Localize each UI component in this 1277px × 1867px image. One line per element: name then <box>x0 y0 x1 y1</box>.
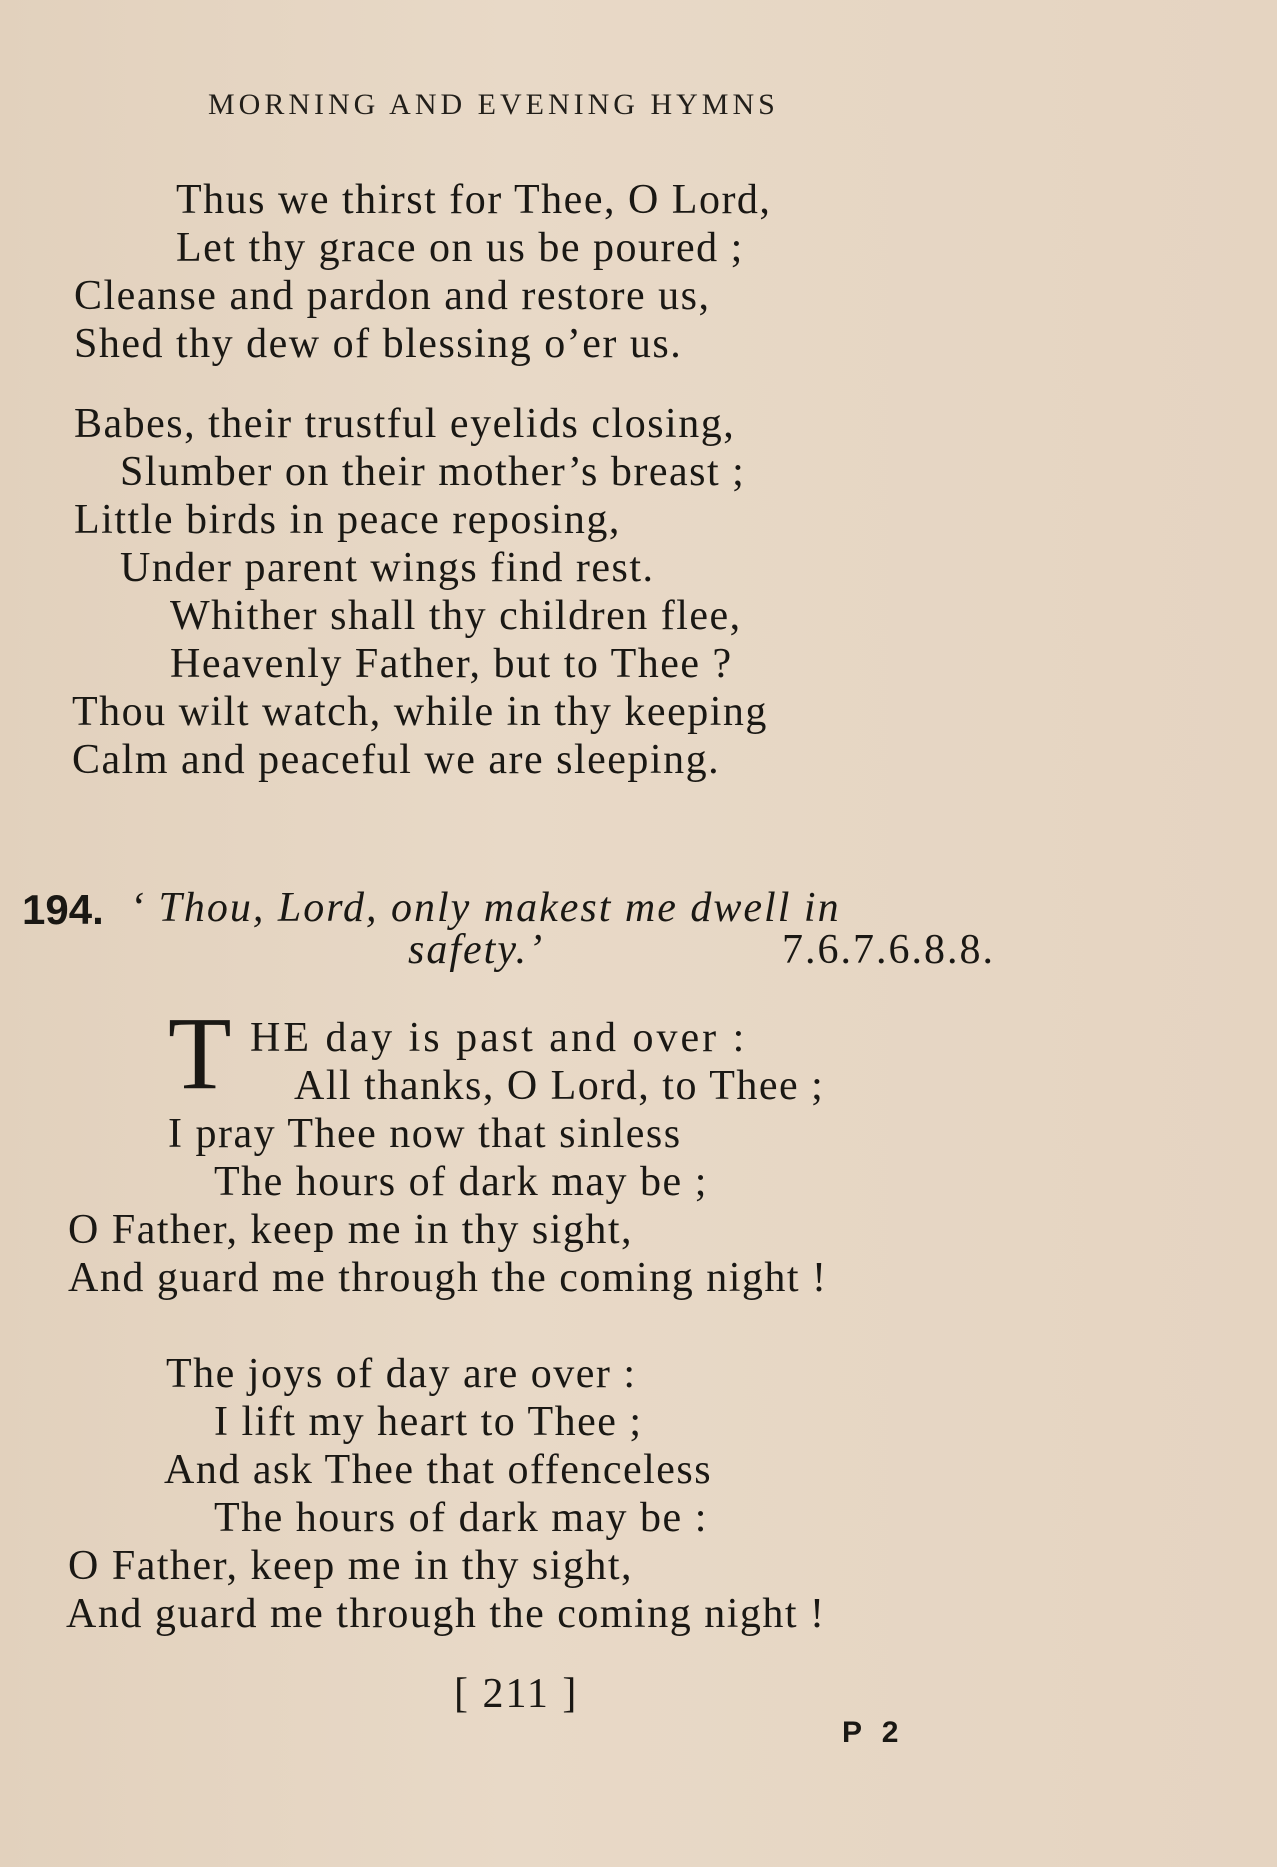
verse-line: Calm and peaceful we are sleeping. <box>72 737 721 783</box>
verse-line: And ask Thee that offenceless <box>164 1447 713 1493</box>
hymn-title: ‘ Thou, Lord, only makest me dwell in <box>130 885 841 931</box>
verse-line: Babes, their trustful eyelids closing, <box>74 401 736 447</box>
verse-line: Slumber on their mother’s breast ; <box>120 449 746 495</box>
verse-line: The joys of day are over : <box>166 1351 637 1397</box>
verse-line: O Father, keep me in thy sight, <box>68 1543 634 1589</box>
verse-line: I pray Thee now that sinless <box>168 1111 682 1157</box>
page-number: [ 211 ] <box>454 1671 579 1717</box>
verse-line: Heavenly Father, but to Thee ? <box>170 641 733 687</box>
verse-line: Let thy grace on us be poured ; <box>176 225 744 271</box>
verse-line: Thou wilt watch, while in thy keeping <box>72 689 768 735</box>
verse-line: And guard me through the coming night ! <box>68 1255 828 1301</box>
verse-line: The hours of dark may be ; <box>214 1159 708 1205</box>
hymn-number: 194. <box>22 886 104 933</box>
verse-line: HE day is past and over : <box>250 1015 748 1061</box>
verse-line: Shed thy dew of blessing o’er us. <box>74 321 683 367</box>
drop-cap: T <box>168 996 232 1111</box>
verse-line: Under parent wings find rest. <box>120 545 655 591</box>
verse-line: Thus we thirst for Thee, O Lord, <box>176 177 772 223</box>
verse-line: All thanks, O Lord, to Thee ; <box>294 1063 825 1109</box>
verse-line: Whither shall thy children flee, <box>170 593 742 639</box>
verse-line: O Father, keep me in thy sight, <box>68 1207 634 1253</box>
signature-mark: P 2 <box>842 1716 905 1749</box>
verse-line: Cleanse and pardon and restore us, <box>74 273 711 319</box>
hymn-title-continued: safety.’ <box>408 927 545 973</box>
running-head: MORNING AND EVENING HYMNS <box>208 88 779 121</box>
verse-line: Little birds in peace reposing, <box>74 497 621 543</box>
hymn-meter: 7.6.7.6.8.8. <box>782 927 995 973</box>
verse-line: And guard me through the coming night ! <box>66 1591 826 1637</box>
verse-line: The hours of dark may be : <box>214 1495 708 1541</box>
verse-line: I lift my heart to Thee ; <box>214 1399 643 1445</box>
